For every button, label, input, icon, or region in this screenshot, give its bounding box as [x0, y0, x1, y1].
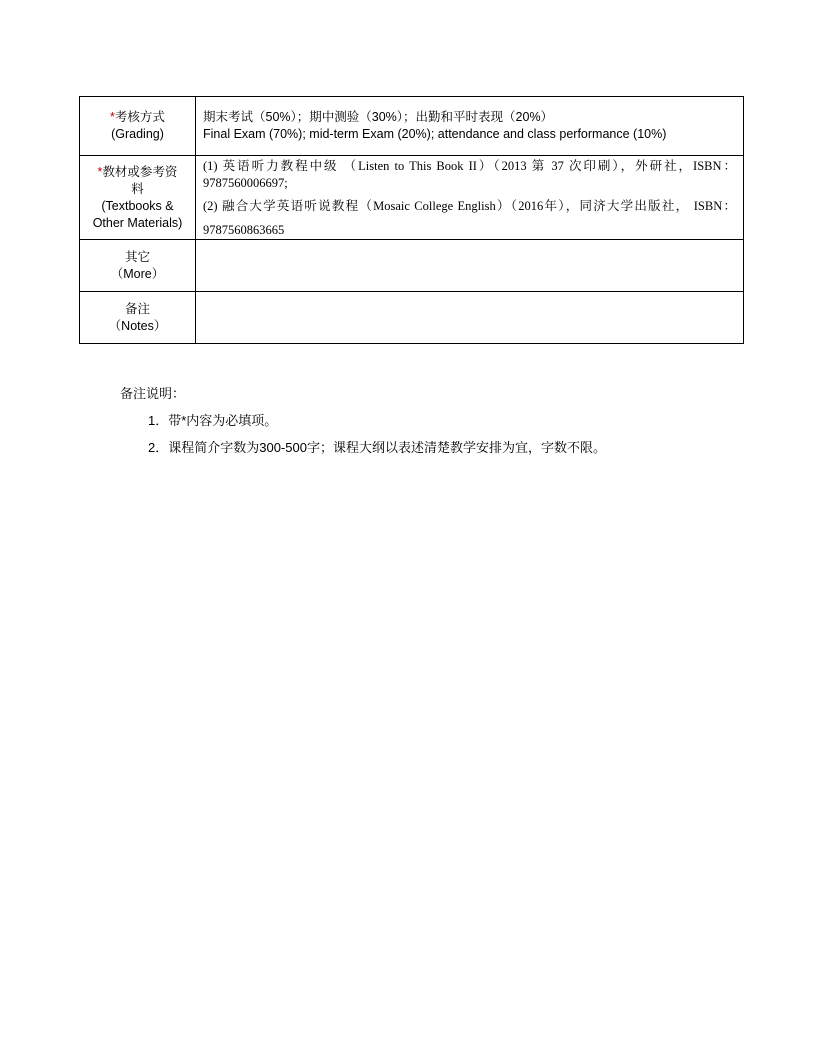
grading-value-cn: 期末考试（50%）；期中测验（30%）；出勤和平时表现（20%）: [203, 110, 554, 124]
textbooks-row: [80, 156, 744, 240]
textbooks-label-cn-1: 教材或参考资: [102, 164, 178, 179]
more-label-en: （More）: [110, 266, 165, 281]
more-value: [196, 240, 744, 292]
grading-label-en: (Grading): [111, 127, 164, 141]
notes-row: [80, 292, 744, 344]
syllabus-table: [79, 96, 744, 344]
textbooks-label: [80, 156, 196, 240]
more-label-cn: 其它: [124, 249, 150, 264]
notes-label-en: （Notes）: [108, 318, 167, 333]
notes-label: [80, 292, 196, 344]
grading-value-en: Final Exam (70%); mid-term Exam (20%); attendance and class performance (10%): [203, 127, 667, 141]
grading-value: [196, 97, 744, 156]
more-row: [80, 240, 744, 292]
remarks-section: [120, 380, 606, 461]
required-star: *: [97, 164, 103, 179]
remarks-item-1: 1．带*内容为必填项。: [148, 413, 278, 428]
grading-row: [80, 97, 744, 156]
textbook-item-2-line-1: (2) 融合大学英语听说教程（Mosaic College English）（2016年），同济大学出版社， ISBN：: [203, 199, 736, 213]
remarks-heading: 备注说明：: [120, 386, 186, 401]
textbooks-value: [196, 156, 744, 240]
remarks-item-2: 2．课程简介字数为300-500字；课程大纲以表述清楚教学安排为宜，字数不限。: [148, 440, 606, 455]
textbook-item-2-line-2: 9787560863665: [203, 223, 285, 237]
more-label: [80, 240, 196, 292]
grading-label-cn: 考核方式: [114, 110, 165, 124]
textbook-item-1-line-1: (1) 英语听力教程中级 （Listen to This Book II）（2013 第 37 次印刷），外研社，ISBN：: [203, 159, 736, 173]
textbooks-label-en-2: Other Materials): [92, 215, 183, 230]
grading-label: [80, 97, 196, 156]
notes-label-cn: 备注: [124, 301, 150, 316]
textbooks-label-en-1: (Textbooks &: [101, 198, 174, 213]
notes-value: [196, 292, 744, 344]
required-star: *: [110, 110, 115, 124]
textbook-item-1-line-2: 9787560006697;: [203, 176, 288, 190]
textbooks-label-cn-2: 料: [131, 181, 144, 196]
